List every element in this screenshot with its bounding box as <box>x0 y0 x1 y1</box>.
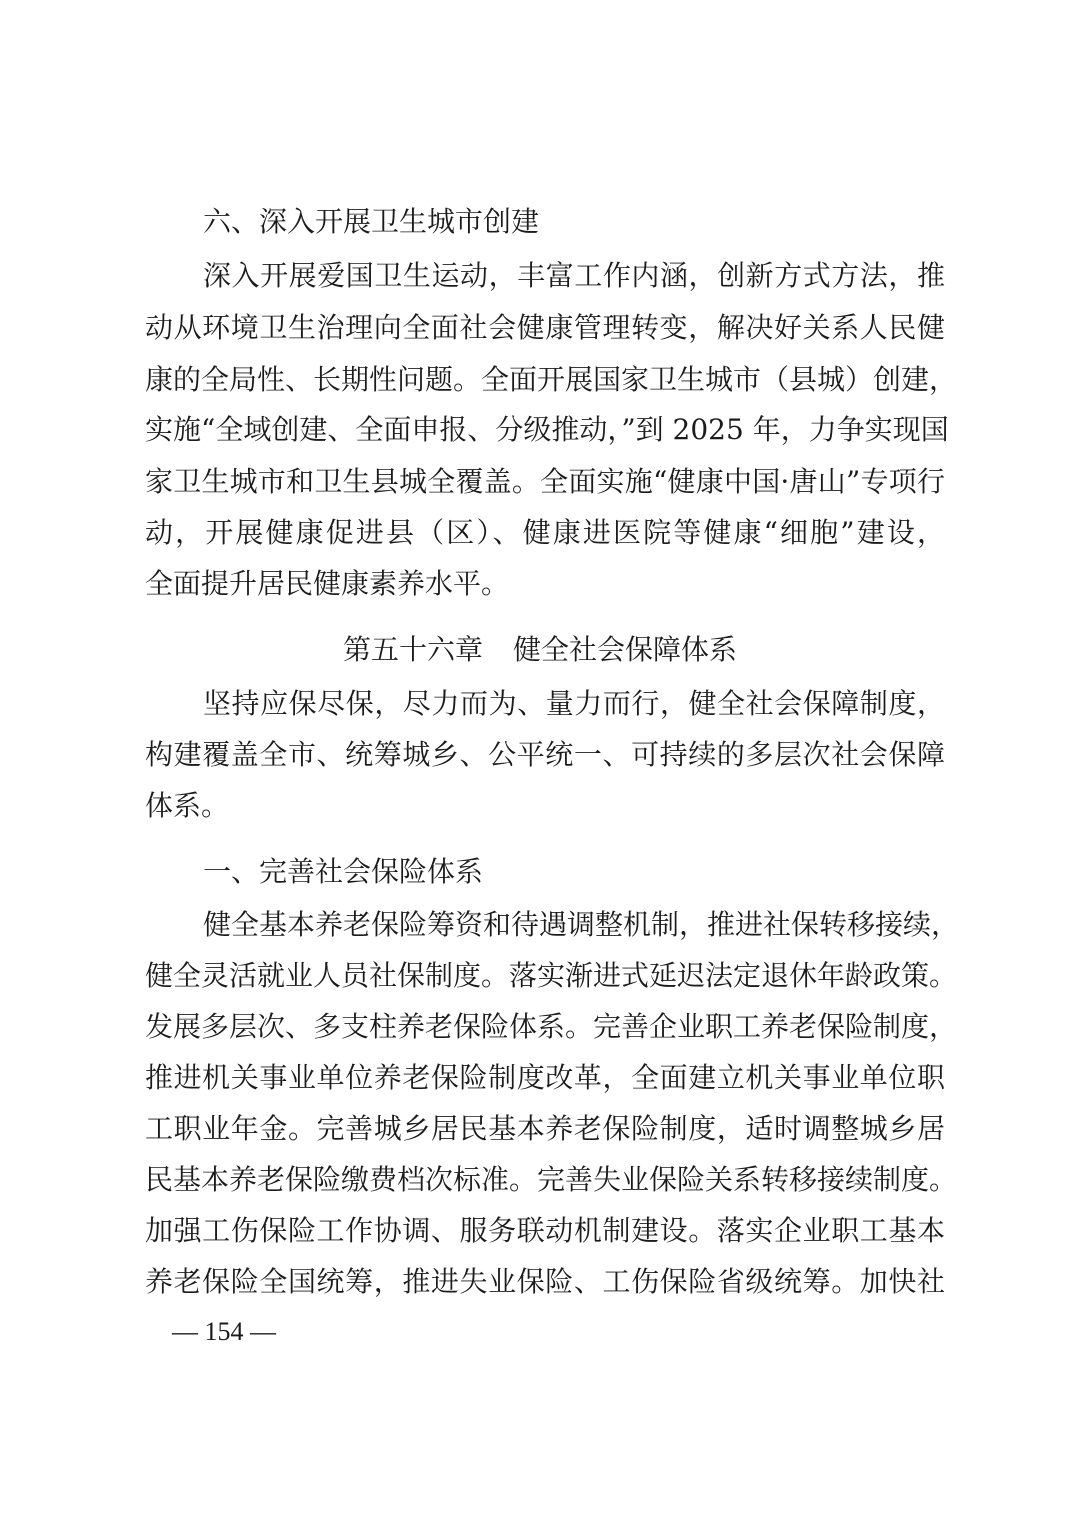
paragraph-line: 体系。 <box>145 789 230 822</box>
paragraph-line: 坚持应保尽保，尽力而为、量力而行，健全社会保障制度， <box>203 687 945 720</box>
paragraph-line: 全面提升居民健康素养水平。 <box>145 567 510 600</box>
paragraph-line: 健全基本养老保险筹资和待遇调整机制，推进社保转移接续， <box>203 908 960 941</box>
paragraph-line: 实施“全域创建、全面申报、分级推动，”到 2025 年，力争实现国 <box>145 413 949 446</box>
section-heading-health-city: 六、深入开展卫生城市创建 <box>203 205 540 238</box>
paragraph-line: 推进机关事业单位养老保险制度改革，全面建立机关事业单位职 <box>145 1061 945 1094</box>
section-heading-social-insurance: 一、完善社会保险体系 <box>203 855 484 888</box>
page-number: — 154 — <box>172 1317 276 1346</box>
paragraph-line: 深入开展爱国卫生运动，丰富工作内涵，创新方式方法，推 <box>203 259 945 292</box>
chapter-name: 健全社会保障体系 <box>513 633 738 666</box>
chapter-number: 第五十六章 <box>342 633 483 666</box>
paragraph-line: 民基本养老保险缴费档次标准。完善失业保险关系转移接续制度。 <box>145 1163 958 1196</box>
paragraph-line: 养老保险全国统筹，推进失业保险、工伤保险省级统筹。加快社 <box>145 1265 945 1298</box>
paragraph-line: 构建覆盖全市、统筹城乡、公平统一、可持续的多层次社会保障 <box>145 738 945 771</box>
paragraph-line: 加强工伤保险工作协调、服务联动机制建设。落实企业职工基本 <box>145 1214 945 1247</box>
paragraph-line: 工职业年金。完善城乡居民基本养老保险制度，适时调整城乡居 <box>145 1112 945 1145</box>
paragraph-line: 动，开展健康促进县（区）、健康进医院等健康“细胞”建设， <box>145 516 945 549</box>
paragraph-line: 健全灵活就业人员社保制度。落实渐进式延迟法定退休年龄政策。 <box>145 959 958 992</box>
paragraph-line: 康的全局性、长期性问题。全面开展国家卫生城市（县城）创建， <box>145 363 958 396</box>
paragraph-line: 家卫生城市和卫生县城全覆盖。全面实施“健康中国·唐山”专项行 <box>145 465 945 498</box>
paragraph-line: 动从环境卫生治理向全面社会健康管理转变，解决好关系人民健 <box>145 311 945 344</box>
chapter-title <box>0 630 1080 670</box>
paragraph-line: 发展多层次、多支柱养老保险体系。完善企业职工养老保险制度， <box>145 1010 958 1043</box>
